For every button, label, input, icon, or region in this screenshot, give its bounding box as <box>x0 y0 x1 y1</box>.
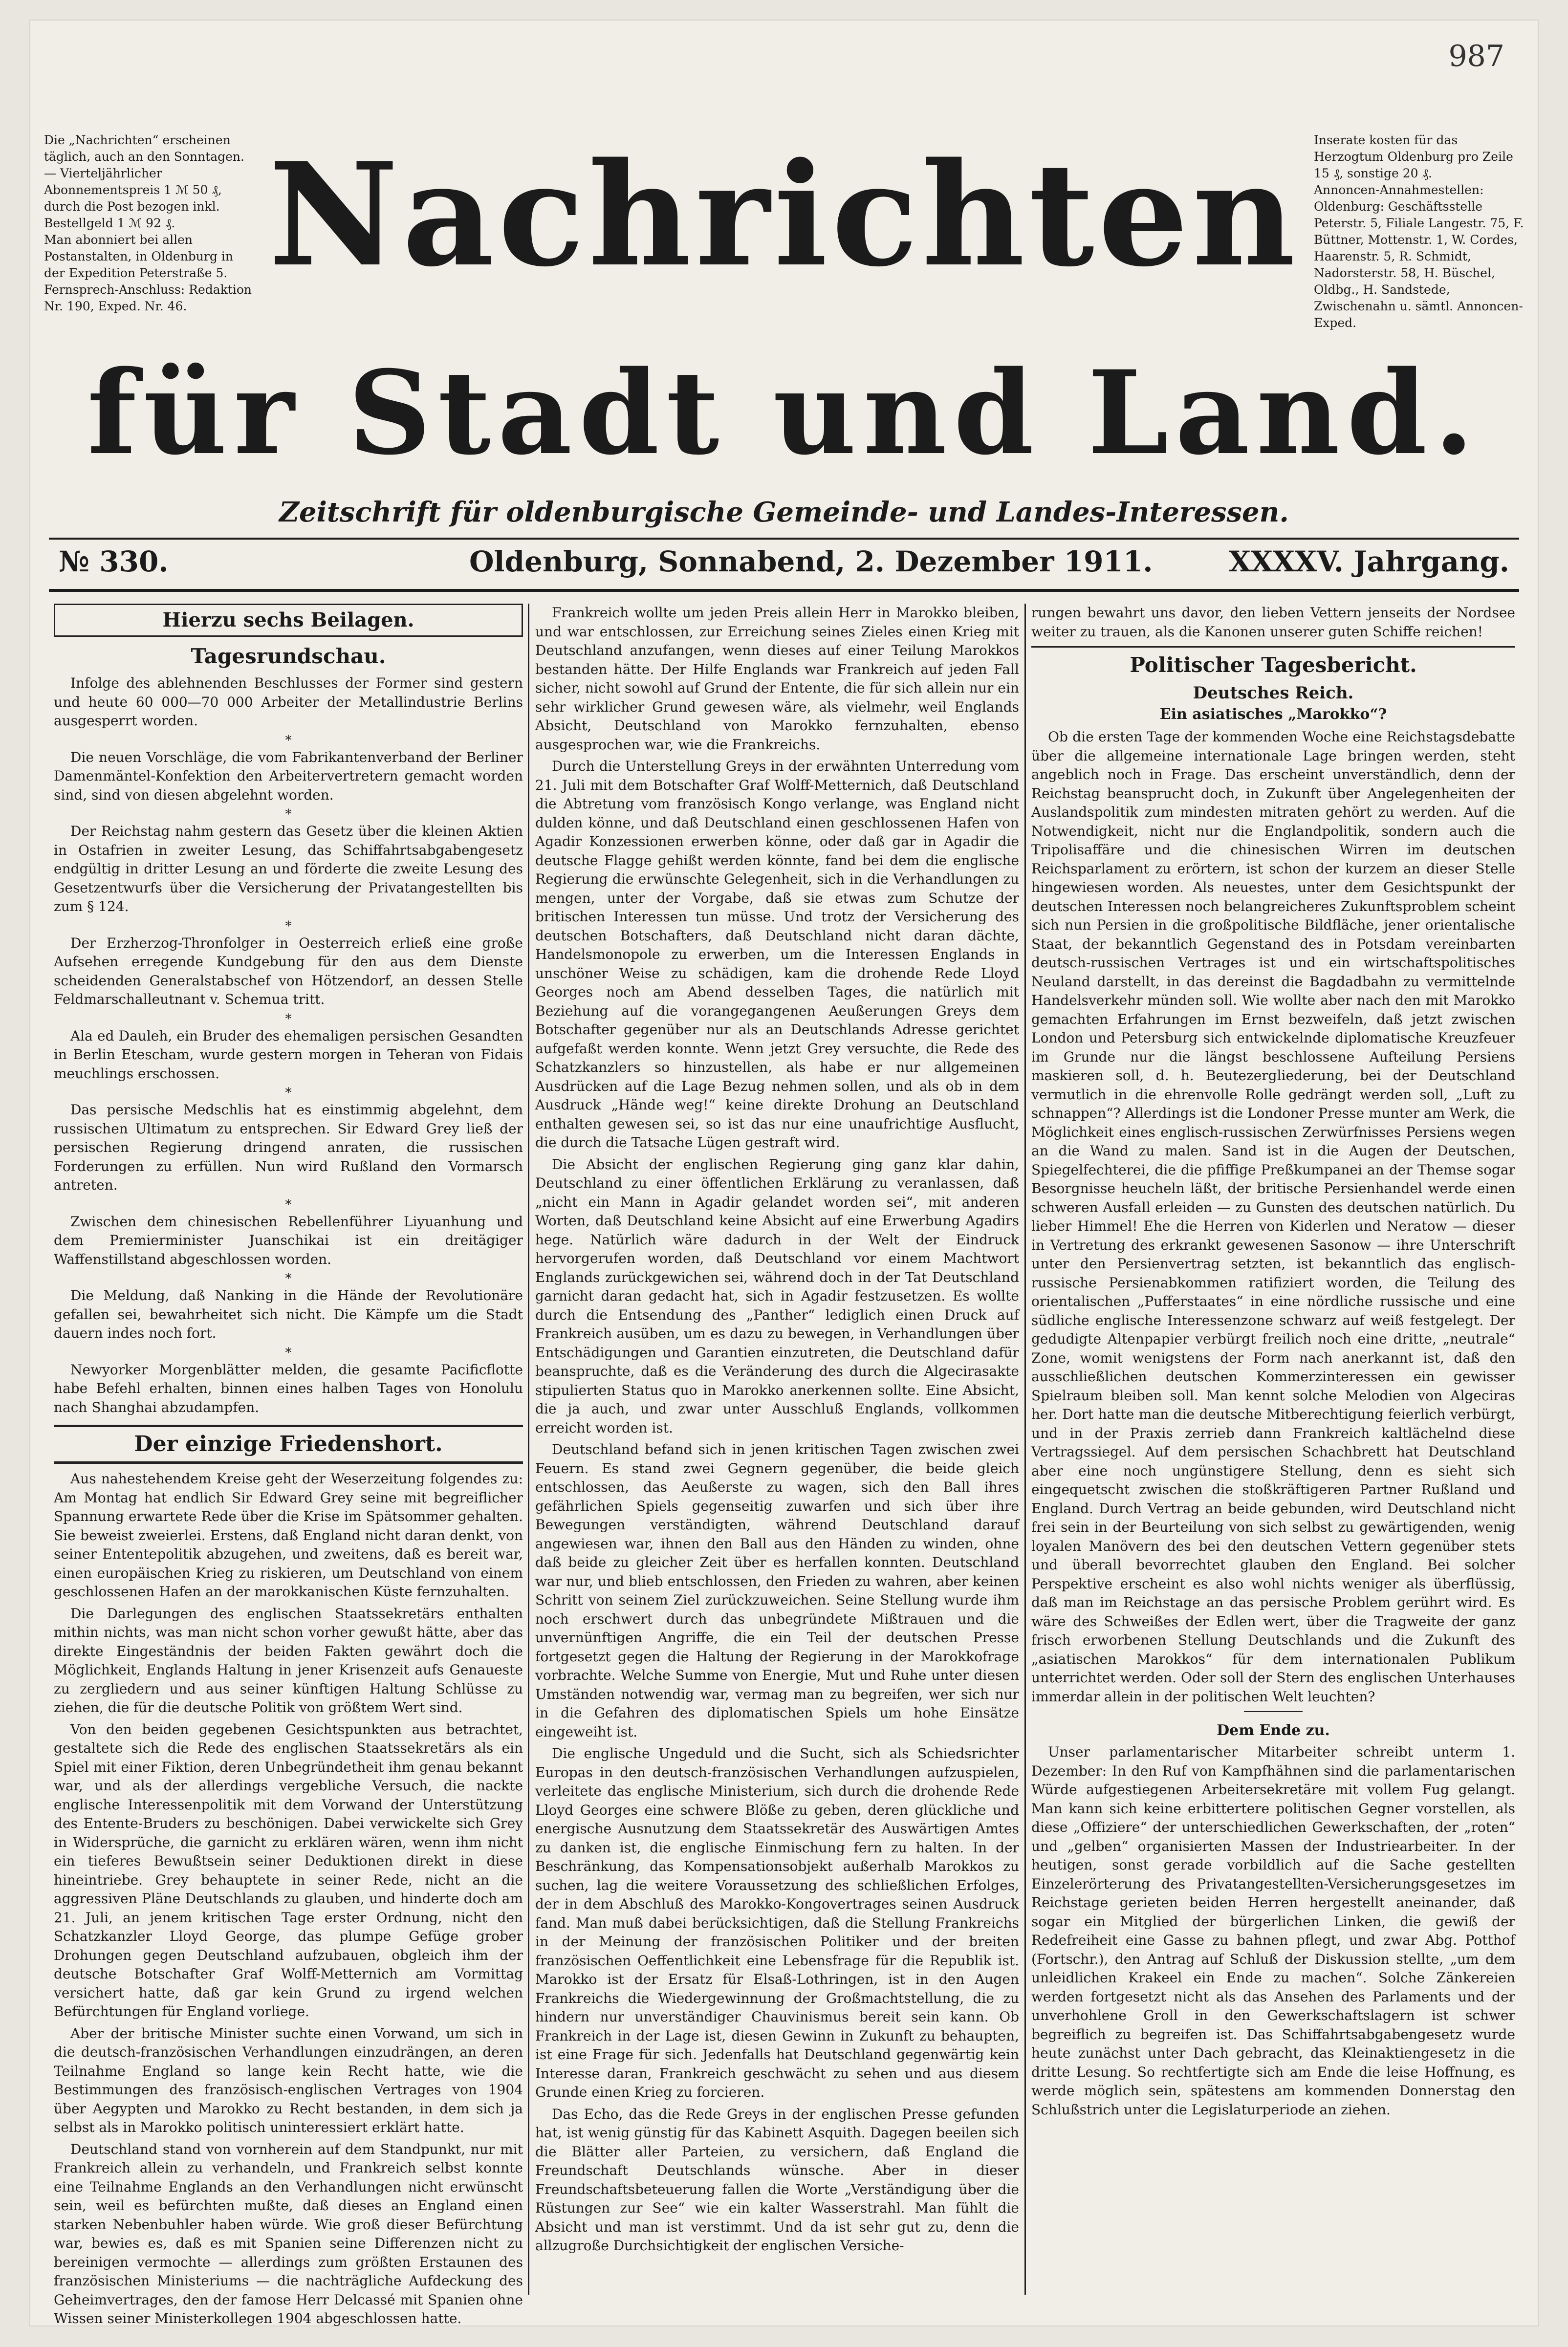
separator-star: * <box>285 918 292 934</box>
news-item: Ala ed Dauleh, ein Bruder des ehemaligen persischen Gesandten in Berlin Etescham, wurde gestern morgen in Teheran von Fidais meuchlings erschossen. <box>54 1027 523 1082</box>
article-paragraph: Die Absicht der englischen Regierung ging ganz klar dahin, Deutschland zu einer öffentlichen Erklärung zu veranlassen, daß „nicht ein Mann in Agadir gelandet worden sei“, mit anderen Worten, daß Deutschland keine Absicht auf eine Erwerbung Agadirs hege. Natürlich wäre dadurch in der Welt der Eindruck hervorgerufen worden, daß Deutschland vor einem Machtwort Englands zurückgewichen sei, während doch in der Tat Deutschland garnicht daran gedacht hat, sich in Agadir festzusetzen. Es wollte durch die Entsendung des „Panther“ lediglich einen Druck auf Frankreich ausüben, um es dazu zu bewegen, in Verhandlungen über Entschädigungen und Garantien einzutreten, die Deutschland dafür beanspruchte, daß es die Veränderung des durch die Algecirasakte stipulierten Status quo in Marokko anerkennen sollte. Eine Absicht, die ja auch, und zwar unter Ausschluß Englands, vollkommen erreicht worden ist. <box>535 1156 1019 1436</box>
column-3 <box>1031 604 1515 2295</box>
section-rule-short <box>1244 1711 1303 1712</box>
issue-date: Oldenburg, Sonnabend, 2. Dezember 1911. <box>469 545 1153 578</box>
news-item: Newyorker Morgenblätter melden, die gesamte Pacificflotte habe Befehl erhalten, binnen eines halben Tages von Honolulu nach Shanghai abzudampfen. <box>54 1361 523 1415</box>
subscription-info-1: Die „Nachrichten“ erscheinen täglich, auch an den Sonntagen. — Vierteljährlicher Abonnementspreis 1 ℳ 50 ₰, durch die Post bezogen inkl. Bestellgeld 1 ℳ 92 ₰. <box>44 133 244 230</box>
section-rule <box>1031 646 1515 648</box>
masthead-rule-top <box>49 538 1519 540</box>
article-paragraph: Von den beiden gegebenen Gesichtspunkten aus betrachtet, gestaltete sich die Rede des englischen Staatssekretärs als ein Spiel mit einer Fiktion, deren Unbegründetheit ihm genau bekannt war, und als der allerdings vergebliche Versuch, die nackte englische Interessenpolitik mit dem Vorwand der Unterstützung des Entente-Bruders zu beschönigen. Dabei verwickelte sich Grey in Widersprüche, die garnicht zu erklären wären, wenn ihm nicht ein tieferes Bewußtsein seiner Deduktionen direkt in diese hineintriebe. Grey behauptete in seiner Rede, nicht an die aggressiven Pläne Deutschlands zu glauben, und hinderte doch am 21. Juli, an jenem kritischen Tage erster Ordnung, nicht den Schatzkanzler Lloyd George, das plumpe Gefüge grober Drohungen gegen Deutschland aufzubauen, obgleich ihm der deutsche Botschafter Graf Wolff-Metternich am Vormittag versichert hatte, daß gar kein Grund zu irgend welchen Befürchtungen für England vorliege. <box>54 1721 523 2020</box>
news-item: Zwischen dem chinesischen Rebellenführer Liyuanhung und dem Premierminister Juanschikai ist ein dreitägiger Waffenstillstand abgeschlossen worden. <box>54 1213 523 1267</box>
column-1 <box>54 604 523 2326</box>
column-divider <box>528 604 529 2295</box>
article-paragraph: Unser parlamentarischer Mitarbeiter schreibt unterm 1. Dezember: In den Ruf von Kampfhähnen sind die parlamentarischen Würde aufgestiegenen Arbeitersekretäre mit vollem Fug gelangt. Man kann sich keine erbittertere politischen Gegner vorstellen, als diese „Offiziere“ der unterschiedlichen Gewerkschaften, der „roten“ und „gelben“ organisierten Massen der Industriearbeiter. In der heutigen, sonst gerade vorbildlich auf die Sache gestellten Einzelerörterung des Privatangestellten-Versicherungsgesetzes im Reichstage gerieten beiden Herren hergestellt aneinander, daß sogar ein Mitglied der bürgerlichen Linken, die gewiß der Redefreiheit eine Gasse zu bahnen pflegt, und zwar Abg. Potthof (Fortschr.), den Antrag auf Schluß der Diskussion stellte, „um dem unleidlichen Krakeel ein Ende zu machen“. Solche Zänkereien werden fortgesetzt nicht als das Ansehen des Parlaments und der unverhohlene Groll in den Gewerkschaftslagern ist schwer begreiflich zu begreifen ist. Das Schiffahrtsabgabengesetz wurde heute zunächst unter Dach gebracht, das Kleinaktiengesetz in die dritte Lesung. So rechtfertigte sich am Ende die leise Hoffnung, es werde möglich sein, spätestens am kommenden Donnerstag den Schlußstrich unter die Legislaturperiode an ziehen. <box>1031 1744 1515 2118</box>
news-item: Die Meldung, daß Nanking in die Hände der Revolutionäre gefallen sei, bewahrheitet sich nicht. Die Kämpfe um die Stadt dauern indes noch fort. <box>54 1287 523 1341</box>
news-item: Die neuen Vorschläge, die vom Fabrikantenverband der Berliner Damenmäntel-Konfektion den Arbeitervertretern gemacht worden sind, sind von diesen abgelehnt worden. <box>54 749 523 803</box>
newspaper-page <box>29 20 1539 2326</box>
issue-volume: XXXXV. Jahrgang. <box>1228 545 1509 578</box>
article-heading-asiatisches-marokko: Ein asiatisches „Marokko“? <box>1159 706 1387 723</box>
news-item: Infolge des ablehnenden Beschlusses der Former sind gestern und heute 60 000—70 000 Arbeiter der Metallindustrie Berlins ausgesperrt worden. <box>54 675 523 729</box>
separator-star: * <box>285 1086 292 1100</box>
article-paragraph: Ob die ersten Tage der kommenden Woche eine Reichstagsdebatte über die allgemeine internationale Lage bringen werden, steht angeblich noch in Frage. Das erscheint unverständlich, denn der Reichstag beansprucht doch, in Zukunft über Angelegenheiten der Auslandspolitik zum mindesten mitraten gehört zu werden. Auf die Notwendigkeit, nicht nur die Englandpolitik, sondern auch die Tripolisaffäre und die chinesischen Wirren im deutschen Reichsparlament zu erörtern, ist schon der kurzem an dieser Stelle hingewiesen worden. Als neuestes, unter dem Gesichtspunkt der deutschen Interessen noch belangreicheres Zukunftsproblem scheint sich nun Persien in die großpolitische Bildfläche, jener orientalische Staat, der bekanntlich Gegenstand des in Potsdam vereinbarten deutsch-russischen Vertrages ist und ein wirtschaftspolitisches Neuland darstellt, in das dereinst die Bagdadbahn zu vermittelnde Handelsverkehr münden soll. Wie wollte aber nach den mit Marokko gemachten Erfahrungen im Ernst bezweifeln, daß jetzt zwischen London und Petersburg sich entwickelnde diplomatische Kreuzfeuer im Grunde nur die längst beschlossene Aufteilung Persiens maskieren soll, d. h. Beutezergliederung, bei der Deutschland vermutlich in die ehrenvolle Rolle gedrängt werden soll, „Luft zu schnappen“? Allerdings ist die Londoner Presse munter am Werk, die Möglichkeit eines englisch-russischen Zerwürfnisses Persiens wegen an die Wand zu malen. Sand ist in die Augen der Deutschen, Spiegelfechterei, die die pfiffige Preßkumpanei an der Themse sogar Besorgnisse heucheln läßt, der britische Persienhandel werde einen schweren Ausfall erleiden — zu Gunsten des deutschen natürlich. Du lieber Himmel! Ehe die Herren von Kiderlen und Neratow — dieser in Vertretung des erkrankt gewesenen Sasonow — ihre Unterschrift unter den Persienvertrag setzten, ist bekanntlich das englisch-russische Persienabkommen ratifiziert worden, die Teilung des orientalischen „Pufferstaates“ in eine nördliche russische und eine südliche englische Interessenzone schwarz auf weiß festgelegt. Der gedudigte Altenpapier verbürgt freilich noch eine dritte, „neutrale“ Zone, womit wenigstens der Form nach anerkannt ist, daß den ausschließlichen deutschen Kommerzinteressen ein gewisser Spielraum bleiben soll. Man kennt solche Melodien von Algeciras her. Dort hatte man die deutsche Mitberechtigung feierlich verbürgt, und in der Praxis zerrieb dann Frankreich kaltlächelnd diese Vertragssiegel. Auf dem persischen Schachbrett hat Deutschland aber eine noch ungünstigere Stellung, denn es sieht sich eingequetscht zwischen die stoßkräftigeren Partner Rußland und England. Durch Vertrag an beide gebunden, wird Deutschland nicht frei sein in der Beurteilung von sich selbst zu gewärtigenden, wenig loyalen Manövern des bei den deutschen Vettern gegenüber stets und überall bevorrechtet glauben den England. Bei solcher Perspektive erscheint es also wohl nichts weniger als überflüssig, daß man im Reichstage an das persische Problem gerührt wird. Es wäre des Schweißes der Edlen wert, über die Tragweite der ganz frisch erworbenen Stellung Deutschlands und die Zukunft des „asiatischen Marokkos“ für dem internationalen Publikum unterrichtet werden. Oder soll der Stern des englischen Unterhauses immerdar allein in der politischen Welt leuchten? <box>1031 729 1515 1705</box>
article-paragraph: Deutschland befand sich in jenen kritischen Tagen zwischen zwei Feuern. Es stand zwei Gegnern gegenüber, die beide gleich entschlossen, das Aeußerste zu wagen, sich den Ball ihres gefährlichen Spiels gegenseitig zuwarfen und sich über ihre Bewegungen verständigten, während Deutschland darauf angewiesen war, ihnen den Ball aus den Händen zu winden, ohne daß beide zu gleicher Zeit über es herfallen konnten. Deutschland war nur, und blieb entschlossen, den Frieden zu wahren, aber keinen Schritt von seinem Ziel zurückzuweichen. Seine Stellung wurde ihm noch erschwert durch das unbegründete Mißtrauen und die unvernünftigen Angriffe, die ein Teil der deutschen Presse fortgesetzt gegen die Haltung der Regierung in der Marokkofrage vorbrachte. Welche Summe von Energie, Mut und Ruhe unter diesen Umständen notwendig war, vermag man zu begreifen, wer sich nur in die Gefahren des diplomatischen Spiels um hohe Einsätze eingeweiht ist. <box>535 1441 1019 1740</box>
section-heading-politischer-tagesbericht: Politischer Tagesbericht. <box>1130 653 1417 677</box>
column-divider <box>1024 604 1026 2295</box>
article-paragraph: Durch die Unterstellung Greys in der erwähnten Unterredung vom 21. Juli mit dem Botschafter Graf Wolff-Metternich, daß Deutschland die Abtretung vom französisch Kongo verlange, was England nicht dulden könne, und daß Deutschland einen geschlossenen Hafen von Agadir Konzessionen erwerben könne, oder daß gar in Agadir die deutsche Flagge gehißt werden könnte, fand bei dem die englische Regierung die erwünschte Gelegenheit, sich in die Verhandlungen zu mengen, unter der Vorgabe, daß sie etwas zum Schutze der britischen Interessen tun müsse. Und trotz der Versicherung des deutschen Botschafters, daß Deutschland nicht daran dächte, Handelsmonopole zu erwerben, um die Interessen Englands in unschöner Weise zu schädigen, kam die drohende Rede Lloyd Georges noch am Abend desselben Tages, die natürlich mit Beziehung auf die vorangegangenen Aeußerungen Greys dem Botschafter gegenüber nur als an Deutschlands Adresse gerichtet aufgefaßt werden konnte. Wenn jetzt Grey versuchte, die Rede des Schatzkanzlers so hinzustellen, als habe er nur allgemeinen Ausdrücken auf die Lage Bezug nehmen sollen, und als ob in dem Ausdruck „Hände weg!“ keine direkte Drohung an Deutschland enthalten gewesen sei, so ist das nur eine unaufrichtige Ausflucht, die durch die Tatsache Lügen gestraft wird. <box>535 758 1019 1151</box>
advertising-info-1: Inserate kosten für das Herzogtum Oldenburg pro Zeile 15 ₰, sonstige 20 ₰. <box>1314 133 1513 180</box>
advertising-info-2: Annoncen-Annahmestellen: Oldenburg: Geschäftsstelle Peterstr. 5, Filiale Langestr. 75, F. Büttner, Mottenstr. 1, W. Cordes, Haarenstr. 5, R. Schmidt, Nadorsterstr. 58, H. Büschel, Oldbg., H. Sandstede, Zwischenahn u. sämtl. Annoncen-Exped. <box>1314 183 1524 330</box>
article-paragraph: Aus nahestehendem Kreise geht der Weserzeitung folgendes zu: Am Montag hat endlich Sir Edward Grey seine mit begreiflicher Spannung erwartete Rede über die Krise im Spätsommer gehalten. Sie beweist zweierlei. Erstens, daß England nicht daran denkt, von seiner Ententepolitik abzugehen, und zweitens, daß es bereit war, einen europäischen Krieg zu riskieren, um Deutschland von einem geschlossenen Hafen an der marokkanischen Küste fernzuhalten. <box>54 1471 523 1600</box>
issue-number: № 330. <box>59 545 169 578</box>
news-item: Der Erzherzog-Thronfolger in Oesterreich erließ eine große Aufsehen erregende Kundgebung für den aus dem Dienste scheidenden Generalstabschef von Hötzendorf, an dessen Stelle Feldmarschalleutnant v. Schemua tritt. <box>54 934 523 1007</box>
news-item: Der Reichstag nahm gestern das Gesetz über die kleinen Aktien in Ostafrien in zweiter Lesung, das Schiffahrtsabgabengesetz endgültig in dritter Lesung an und förderte die zweite Lesung des Gesetzentwurfs über die Versicherung der Privatangestellten bis zum § 124. <box>54 823 523 914</box>
issue-bar <box>59 545 1509 584</box>
article-paragraph: Frankreich wollte um jeden Preis allein Herr in Marokko bleiben, und war entschlossen, zur Erreichung seines Zieles einen Krieg mit Deutschland anzufangen, wenn dieses auf einer Teilung Marokkos bestanden hätte. Der Hilfe Englands war Frankreich auf jeden Fall sicher, nicht sowohl auf Grund der Entente, die für sich allein nur ein sehr wirklicher Grund gewesen wäre, als vielmehr, weil Englands Absicht, Deutschland von Marokko fernzuhalten, ebenso ausgesprochen war, wie die Frankreichs. <box>535 605 1019 753</box>
separator-star: * <box>285 1011 292 1026</box>
article-paragraph: Aber der britische Minister suchte einen Vorwand, um sich in die deutsch-französischen Verhandlungen einzudrängen, an deren Teilnahme England so lange kein Recht hatte, wie die Bestimmungen des französisch-englischen Vertrages von 1904 über Aegypten und Marokko zu Recht bestanden, in dem sich ja selbst als in Marokko politisch uninteressiert erklärt hatte. <box>54 2025 523 2135</box>
subsection-heading-deutsches-reich: Deutsches Reich. <box>1193 683 1354 703</box>
masthead-title: Nachrichten <box>268 132 1300 298</box>
separator-star: * <box>285 1197 292 1212</box>
separator-star: * <box>285 1345 292 1360</box>
article-heading-dem-ende-zu: Dem Ende zu. <box>1217 1722 1330 1739</box>
page-number: 987 <box>1448 39 1504 73</box>
column-2 <box>535 604 1019 2295</box>
subscription-info-2: Man abonniert bei allen Postanstalten, in Oldenburg in der Expedition Peterstraße 5. <box>44 233 233 280</box>
article-paragraph: Das Echo, das die Rede Greys in der englischen Presse gefunden hat, ist wenig günstig für das Kabinett Asquith. Dagegen beeilen sich die Blätter aller Parteien, zu versichern, daß England die Freundschaft Deutschlands wünsche. Aber in dieser Freundschaftsbeteuerung fallen die Worte „Verständigung über die Rüstungen zur See“ wie ein kalter Wasserstrahl. Man fühlt die Absicht und man ist verstimmt. Und da ist sehr gut zu, denn die allzugroße Durchsichtigkeit der englischen Versiche- <box>535 2106 1019 2254</box>
section-heading-tagesrundschau: Tagesrundschau. <box>191 644 386 668</box>
masthead-subtitle: Zeitschrift für oldenburgische Gemeinde- und Landes-Interessen. <box>279 496 1289 528</box>
supplements-banner: Hierzu sechs Beilagen. <box>54 604 523 637</box>
article-paragraph: Die Darlegungen des englischen Staatssekretärs enthalten mithin nichts, was man nicht schon vorher gewußt hätte, aber das direkte Eingeständnis der beiden Fakten gewährt doch die Möglichkeit, Englands Haltung in jener Krisenzeit aufs Genaueste zu zergliedern und aus seiner künftigen Haltung Schlüsse zu ziehen, die für die deutsche Politik von größtem Wert sind. <box>54 1605 523 1716</box>
news-item: Das persische Medschlis hat es einstimmig abgelehnt, dem russischen Ultimatum zu entsprechen. Sir Edward Grey ließ der persischen Regierung dringend anraten, die russischen Forderungen zu erfüllen. Nun wird Rußland den Vormarsch antreten. <box>54 1102 523 1193</box>
separator-star: * <box>285 1271 292 1286</box>
article-paragraph: Deutschland stand von vornherein auf dem Standpunkt, nur mit Frankreich allein zu verhandeln, und Frankreich selbst konnte eine Teilnahme Englands an den Verhandlungen nicht erwünscht sein, weil es befürchten mußte, daß dieses an England einen starken Nebenbuhler haben würde. Wie groß dieser Befürchtung war, bewies es, daß es mit Spanien seine Differenzen nicht zu bereinigen vermochte — allerdings zum größten Erstaunen des französischen Ministeriums — die nachträgliche Aufdeckung des Geheimvertrages, den der famose Herr Delcassé mit Spanien ohne Wissen seiner Ministerkollegen 1904 abgeschlossen hatte. <box>54 2141 523 2326</box>
subscription-info-3: Fernsprech-Anschluss: Redaktion Nr. 190, Exped. Nr. 46. <box>44 283 252 313</box>
separator-star: * <box>285 807 292 822</box>
article-heading-friedenshort: Der einzige Friedenshort. <box>54 1425 523 1464</box>
separator-star: * <box>285 733 292 748</box>
masthead-rule-bottom <box>49 589 1519 592</box>
article-continuation: rungen bewahrt uns davor, den lieben Vettern jenseits der Nordsee weiter zu trauen, als die Kanonen unserer guten Schiffe reichen! <box>1031 605 1515 640</box>
article-paragraph: Die englische Ungeduld und die Sucht, sich als Schiedsrichter Europas in den deutsch-französischen Verhandlungen aufzuspielen, verleitete das englische Ministerium, sich durch die drohende Rede Lloyd Georges eine schwere Blöße zu geben, deren glückliche und energische Ausnutzung dem Staatssekretär des Auswärtigen Amtes zu danken ist, die englische Einmischung fern zu halten. In der Beschränkung, das Kompensationsobjekt außerhalb Marokkos zu suchen, lag die weitere Voraussetzung des schließlichen Erfolges, der in dem Abschluß des Marokko-Kongovertrages seinen Ausdruck fand. Man muß dabei berücksichtigen, daß die Stellung Frankreichs in der Meinung der französischen Politiker und der breiten französischen Oeffentlichkeit eine Lebensfrage für die Republik ist. Marokko ist der Ersatz für Elsaß-Lothringen, ist in den Augen Frankreichs die Wiedergewinnung der Großmachtstellung, die zu hindern nur unverständiger Chauvinismus bereit sein kann. Ob Frankreich in der Lage ist, diesen Gewinn in Zukunft zu behaupten, ist eine Frage für sich. Jedenfalls hat Deutschland gegenwärtig kein Interesse daran, Frankreich geschwächt zu sehen und aus diesem Grunde einen Krieg zu forcieren. <box>535 1745 1019 2100</box>
masthead-title-line2: für Stadt und Land. <box>87 346 1481 480</box>
